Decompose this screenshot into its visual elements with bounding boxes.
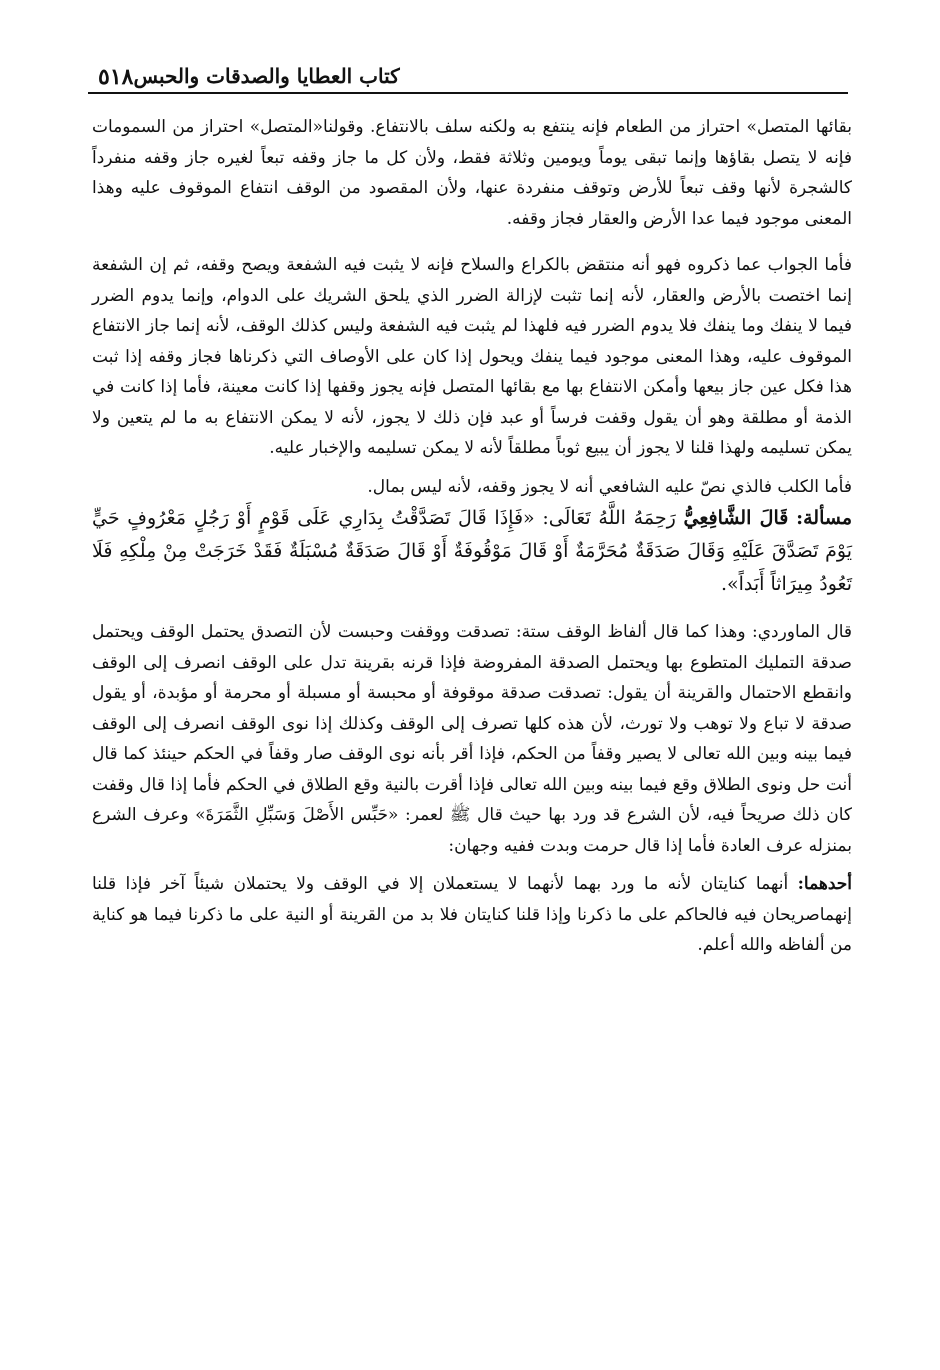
shafii-speaker: قَالَ الشَّافِعِيُّ xyxy=(683,507,789,529)
paragraph-2: فأما الجواب عما ذكروه فهو أنه منتقض بالكراع والسلاح فإنه لا يثبت فيه الشفعة ويصح وقفه، ثم إن الشفعة إنما اختصت بالأرض والعقار، لأنه إنما تثبت لإزالة الضرر الذي يلحق الشريك على الدوام، وإنما يدوم الضرر فيما لا ينفك وما ينفك فلا يدوم الضرر فيه فلهذا لم يثبت فيه الشفعة وليس كذلك الوقف، لأنه إنما جاز الانتفاع الموقوف عليه، وهذا المعنى موجود فيما ينفك ويحول إذا كان على الأوصاف التي ذكرناها فجاز وقفه إذا ثبت هذا فكل عين جاز بيعها وأمكن الانتفاع بها مع بقائها المتصل فإنه يجوز وقفها إذا كانت معينة، فأما إذا كانت في الذمة أو مطلقة وهو أن يقول وقفت فرساً أو عبد فإن ذلك لا يجوز، لأنه لا يمكن الانتفاع به ما لم يتعين ولا يمكن تسليمه ولهذا قلنا لا يجوز أن يبيع ثوباً مطلقاً لأنه لا يمكن تسليمه والإخبار عليه. xyxy=(92,255,852,458)
paragraph-3: فأما الكلب فالذي نصّ عليه الشافعي أنه لا يجوز وقفه، لأنه ليس بمال. xyxy=(367,476,852,497)
first-view-label: أحدهما: xyxy=(797,874,853,894)
body-text xyxy=(92,112,852,961)
first-view-text: أنهما كنايتان لأنه ما ورد بهما لأنهما لا يستعملان إلا في الوقف ولا يحتملان شيئاً آخر فإذا قلنا إنهماصريحان فيه فالحاكم على ما ذكرنا وإذا قلنا كنايتان فلا بد من القرينة أو النية على ما ذكرنا فيما هو كناية من ألفاظه والله أعلم. xyxy=(92,874,852,955)
book-title: كتاب العطايا والصدقات والحبس xyxy=(133,64,400,88)
page-number: ٥١٨ xyxy=(98,64,134,90)
paragraph-mawardi: قال الماوردي: وهذا كما قال ألفاظ الوقف ستة: تصدقت ووقفت وحبست لأن التصدق يحتمل الوقف ويحتمل صدقة التمليك المتطوع بها ويحتمل الصدقة المفروضة فإذا قرنه بقرينة تدل على الوقف انصرف إلى الوقف وانقطع الاحتمال والقرينة أن يقول: تصدقت صدقة موقوفة أو محبسة أو مسبلة أو محرمة أو مؤبدة، أو يقول صدقة لا تباع ولا توهب ولا تورث، لأن هذه كلها تصرف إلى الوقف وكذلك إذا نوى الوقف انصرف إلى الوقف فيما بينه وبين الله تعالى لا يصير وقفاً من الحكم، فإذا أقر بأنه نوى الوقف صار وقفاً في الحكم حينئذ كما قال أنت حل ونوى الطلاق وقع فيما بينه وبين الله تعالى فإذا أقرت بالنية وقع الطلاق في الحكم فأما إذا قال وقفت كان ذلك صريحاً فيه، لأن الشرع قد ورد بها حيث قال ﷺ لعمر: «حَبِّس الأَصْلَ وَسَبِّلِ الثَّمَرَةَ» وعرف الشرع بمنزله عرف العادة فأما إذا قال حرمت وبدت ففيه وجهان: xyxy=(92,622,852,856)
masala-label: مسألة: xyxy=(796,507,852,529)
masala-paragraph xyxy=(92,502,852,601)
paragraph-first-view xyxy=(92,869,852,961)
paragraph-1: بقائها المتصل» احتراز من الطعام فإنه ينتفع به ولكنه سلف بالانتفاع. وقولنا«المتصل» احتراز من السمومات فإنه لا يتصل بقاؤها وإنما تبقى يوماً ويومين وثلاثة فقط، ولأن كل ما جاز وقفه تبعاً لغيره جاز وقفه منفرداً كالشجرة لأنها وقف تبعاً للأرض وتوقف منفردة عنها، ولأن المقصود من الوقف انتفاع الموقوف عليه وهذا المعنى موجود فيما عدا الأرض والعقار فجاز وقفه. xyxy=(92,117,852,229)
shafii-quote: رَحِمَهُ اللَّهُ تَعَالَى: «فَإِذَا قَالَ تَصَدَّقْتُ بِدَارِي عَلَى قَوْمٍ أَوْ رَجُلٍ مَعْرُوفٍ حَيٍّ يَوْمَ تَصَدَّقَ عَلَيْهِ وَقَالَ صَدَقَةٌ مُحَرَّمَةٌ أَوْ قَالَ مَوْقُوفَةٌ أَوْ قَالَ صَدَقَةٌ مُسْبَلَةٌ فَقَدْ خَرَجَتْ مِنْ مِلْكِهِ فَلَا تَعُودُ مِيرَاثاً أَبَداً». xyxy=(92,507,852,595)
page-header xyxy=(88,58,848,94)
